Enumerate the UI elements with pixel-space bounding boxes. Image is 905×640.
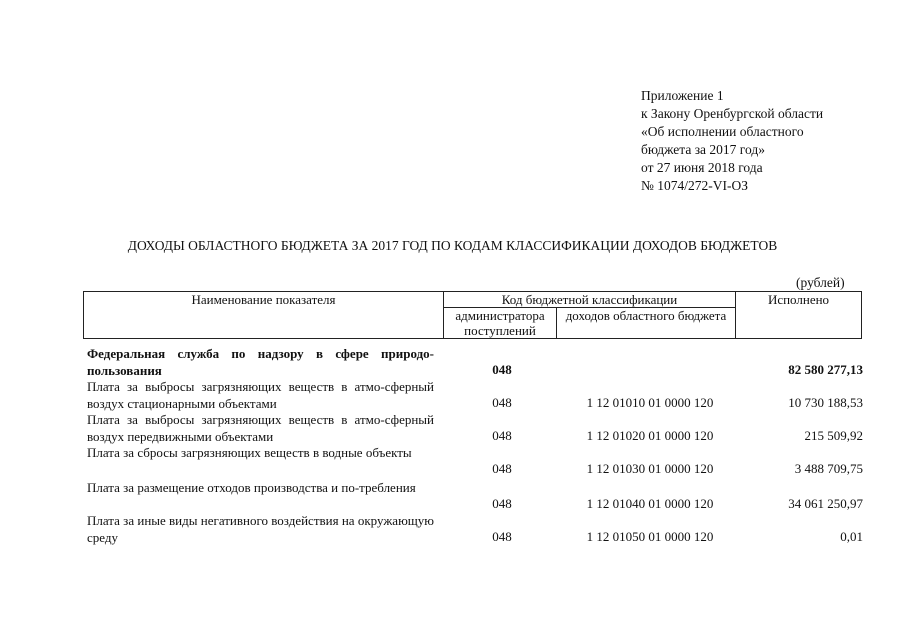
row-amount: 34 061 250,97 — [788, 496, 863, 511]
header-revenue-code: доходов областного бюджета — [557, 308, 736, 339]
appendix-line: от 27 июня 2018 года — [641, 160, 763, 175]
row-amount: 215 509,92 — [804, 428, 863, 443]
appendix-line: бюджета за 2017 год» — [641, 142, 765, 157]
row-admin-code: 048 — [492, 529, 512, 544]
row-revenue-code: 1 12 01010 01 0000 120 — [586, 395, 714, 410]
row-admin-code: 048 — [492, 395, 512, 410]
row-amount: 0,01 — [840, 529, 863, 544]
row-name: Плата за иные виды негативного воздействия на окружающую среду — [87, 513, 434, 545]
appendix-line: «Об исполнении областного — [641, 124, 804, 139]
header-name: Наименование показателя — [84, 292, 444, 339]
document-title: ДОХОДЫ ОБЛАСТНОГО БЮДЖЕТА ЗА 2017 ГОД ПО КОДАМ КЛАССИФИКАЦИИ ДОХОДОВ БЮДЖЕТОВ — [127, 238, 778, 253]
row-revenue-code: 1 12 01020 01 0000 120 — [586, 428, 714, 443]
row-admin-code: 048 — [492, 496, 512, 511]
row-revenue-code: 1 12 01040 01 0000 120 — [586, 496, 714, 511]
unit-label: (рублей) — [796, 275, 845, 290]
header-admin: администратора поступлений — [444, 308, 557, 339]
appendix-line: Приложение 1 — [641, 88, 724, 103]
row-name: Плата за выбросы загрязняющих веществ в атмо-сферный воздух стационарными объектами — [87, 379, 434, 411]
row-revenue-code: 1 12 01050 01 0000 120 — [586, 529, 714, 544]
table-header — [83, 291, 862, 339]
row-name: Плата за размещение отходов производства и по-требления — [87, 480, 416, 495]
header-code-group: Код бюджетной классификации — [444, 292, 736, 308]
row-admin-code: 048 — [492, 461, 512, 476]
appendix-line: к Закону Оренбургской области — [641, 106, 824, 121]
row-amount: 3 488 709,75 — [794, 461, 863, 476]
row-admin-code: 048 — [492, 428, 512, 443]
row-amount: 10 730 188,53 — [788, 395, 863, 410]
appendix-block — [641, 87, 823, 195]
row-name: Плата за выбросы загрязняющих веществ в атмо-сферный воздух передвижными объектами — [87, 412, 434, 444]
row-amount: 82 580 277,13 — [788, 362, 863, 377]
appendix-line: № 1074/272-VI-ОЗ — [641, 178, 749, 193]
row-name: Плата за сбросы загрязняющих веществ в водные объекты — [87, 445, 412, 460]
row-name: Федеральная служба по надзору в сфере природо-пользования — [87, 346, 434, 378]
header-executed: Исполнено — [736, 292, 862, 339]
row-admin-code: 048 — [492, 362, 512, 377]
row-revenue-code: 1 12 01030 01 0000 120 — [586, 461, 714, 476]
